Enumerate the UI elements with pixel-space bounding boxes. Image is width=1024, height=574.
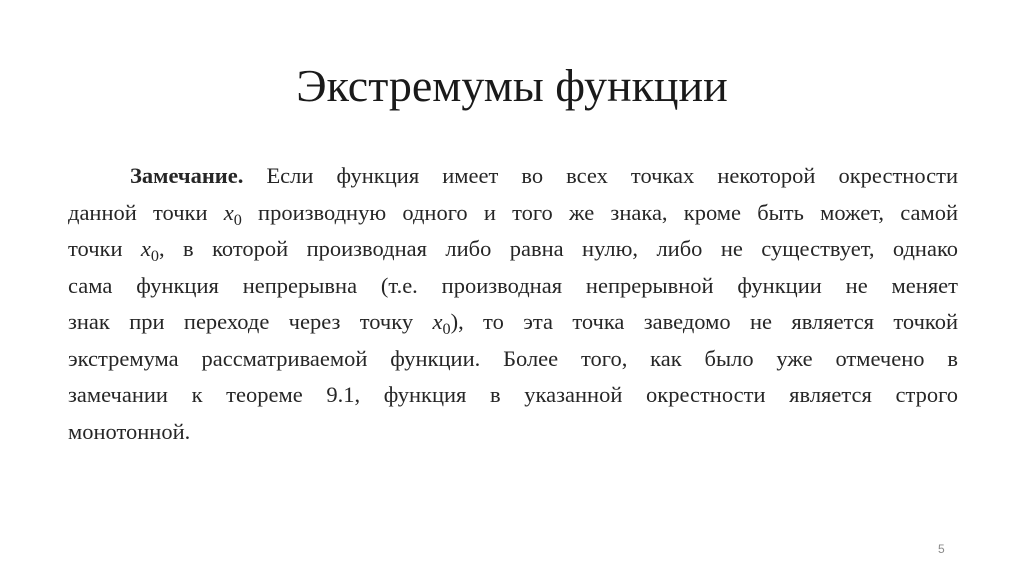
- text-segment: замечании к теореме 9.1, функция в указанной окрестности является строго: [68, 382, 958, 407]
- math-variable: x: [432, 309, 443, 334]
- text-line-1: [68, 158, 958, 195]
- math-subscript: 0: [233, 210, 242, 229]
- text-segment: производную одного и того же знака, кроме быть может, самой: [258, 199, 958, 225]
- math-subscript: 0: [442, 319, 451, 338]
- math-x0: [432, 309, 451, 338]
- text-segment: Если функция имеет во всех точках некоторой окрестности: [266, 163, 959, 188]
- math-subscript: 0: [150, 246, 160, 265]
- text-line-4: [68, 268, 958, 305]
- text-line-7: [68, 377, 958, 414]
- remark-paragraph: [68, 158, 958, 450]
- remark-label: Замечание.: [130, 163, 244, 188]
- text-segment: сама функция непрерывна (т.е. производная непрерывной функции не меняет: [68, 272, 958, 298]
- text-segment: знак при переходе через точку: [68, 309, 414, 334]
- text-segment: монотонной.: [68, 418, 191, 444]
- text-segment: данной точки: [68, 199, 208, 225]
- text-segment: ), то эта точка заведомо не является точкой: [450, 309, 958, 334]
- text-line-3: [68, 231, 958, 268]
- slide-title: Экстремумы функции: [296, 60, 728, 111]
- text-line-8: [68, 414, 958, 451]
- page-number: 5: [938, 542, 945, 556]
- text-line-2: [68, 195, 958, 232]
- text-segment: экстремума рассматриваемой функции. Более того, как было уже отмечено в: [68, 345, 958, 371]
- text-segment: точки: [68, 236, 123, 261]
- math-variable: x: [140, 236, 151, 261]
- math-x0: [223, 199, 242, 229]
- text-segment: , в которой производная либо равна нулю, либо не существует, однако: [159, 236, 958, 261]
- text-line-6: [68, 341, 958, 378]
- math-variable: x: [223, 199, 234, 225]
- text-line-5: [68, 304, 958, 341]
- math-x0: [140, 236, 160, 265]
